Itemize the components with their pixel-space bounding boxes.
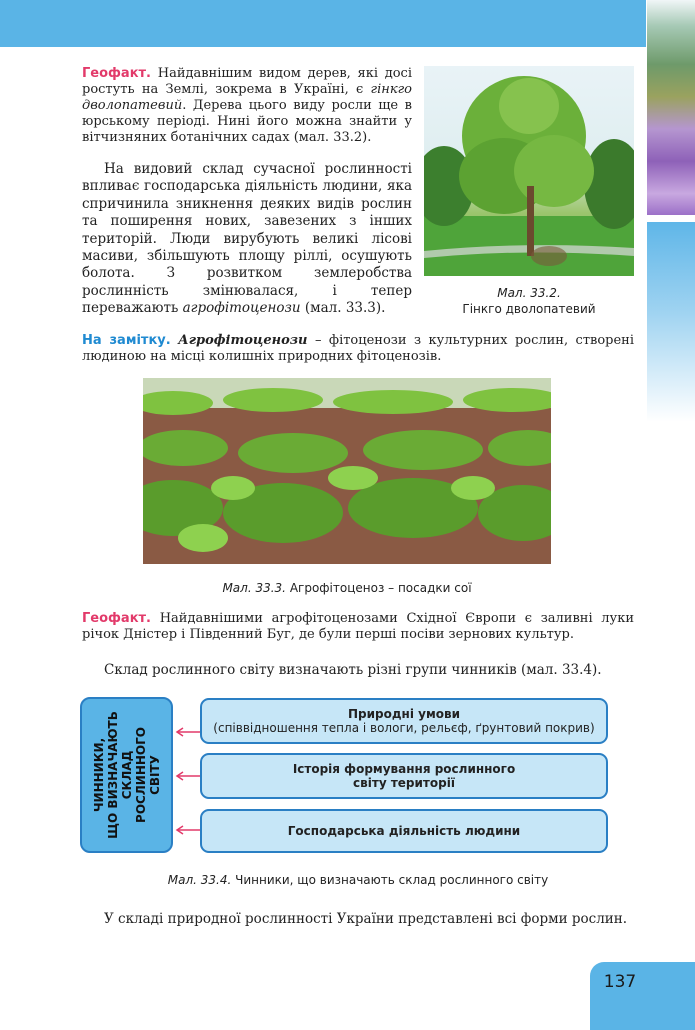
figure-number: Мал. 33.3.: [222, 581, 286, 595]
paragraph-text: На видовий склад сучасної рослинності впливає господарська діяльність людини, яка спричинила зникнення деяких видів рослин та поширення нових, завезених з інших територій. Люди вирубують великі лісові масиви, збільшують площу ріллі, осушують болота. З розвитком землеробства рослинність змінювалася, і тепер переважають: [82, 161, 412, 317]
diagram-label-line: ЧИННИКИ,: [91, 737, 106, 813]
diagram-factors-block: [80, 697, 173, 853]
diagram-label-line: СКЛАД: [119, 750, 134, 800]
note-paragraph: [82, 333, 634, 365]
paragraph-text-end: (мал. 33.3).: [300, 300, 386, 317]
geofact-text-end: . Дерева цього виду росли ще в юрському періоді. Нині його можна знайти у вітчизняних ботанічних садах (мал. 33.2).: [82, 98, 412, 145]
figure-caption-text: Агрофітоценоз – посадки сої: [286, 581, 472, 595]
figure-33-4-caption: [82, 873, 634, 887]
figure-33-2-caption: [424, 285, 634, 317]
note-term: Агрофітоценози: [178, 333, 308, 348]
diagram-factors-label: [92, 711, 162, 839]
figure-number: Мал. 33.4.: [167, 873, 232, 887]
diagram-label-line: СВІТУ: [147, 755, 162, 795]
figure-33-3-caption: [143, 581, 551, 595]
geofact-paragraph-2: [82, 611, 634, 643]
arrow-left-icon: [175, 771, 200, 781]
paragraph-human-activity: [82, 161, 412, 318]
geofact-label: Геофакт.: [82, 66, 151, 81]
arrow-left-icon: [175, 727, 200, 737]
diagram-label-line: РОСЛИННОГО: [133, 727, 148, 823]
diagram-box-title: Господарська діяльність людини: [287, 824, 521, 838]
ginkgo-tree-photo: [424, 66, 634, 276]
figure-caption-text: Чинники, що визначають склад рослинного світу: [231, 873, 549, 887]
figure-number: Мал. 33.2.: [497, 286, 561, 300]
geofact-paragraph-1: [82, 66, 412, 146]
figure-caption-text: Гінкго дволопатевий: [462, 302, 596, 316]
diagram-box-natural-conditions: [200, 698, 608, 744]
geofact-text: Найдавнішим видом дерев, які досі ростуть на Землі, зокрема в Україні, є: [82, 66, 412, 97]
soybean-field-photo: [143, 378, 551, 564]
edge-photo-strip: [647, 0, 695, 215]
paragraph-term: агрофітоценози: [182, 300, 301, 317]
paragraph-text: Склад рослинного світу визначають різні групи чинників (мал. 33.4).: [104, 662, 602, 678]
geofact-text: Найдавнішими агрофітоценозами Східної Європи є заливні луки річок Дністер і Південний Буг, де були перші посіви зернових культур.: [82, 611, 634, 642]
page-number: 137: [603, 972, 637, 992]
geofact-term: гінкго дволопатевий: [82, 82, 412, 113]
diagram-box-subtitle: (співвідношення тепла і вологи, рельєф, ґрунтовий покрив): [213, 721, 595, 735]
diagram-box-title: Історія формування рослинного: [292, 762, 516, 776]
edge-color-tab: [647, 222, 695, 422]
diagram-box-history: [200, 753, 608, 799]
paragraph-text: У складі природної рослинності України представлені всі форми рослин.: [104, 911, 628, 927]
geofact-label: Геофакт.: [82, 611, 151, 626]
note-text: – фітоценози з культурних рослин, створені людиною на місці колишніх природних фітоценозів.: [82, 333, 634, 364]
note-label: На замітку.: [82, 333, 171, 348]
paragraph-factors: [82, 662, 634, 678]
header-bar: [0, 0, 646, 47]
diagram-box-title: світу території: [353, 776, 455, 790]
diagram-box-human-activity: [200, 809, 608, 853]
diagram-box-title: Природні умови: [347, 707, 461, 721]
paragraph-forms: [82, 910, 634, 928]
diagram-label-line: ЩО ВИЗНАЧАЮТЬ: [105, 711, 120, 839]
arrow-left-icon: [175, 825, 200, 835]
